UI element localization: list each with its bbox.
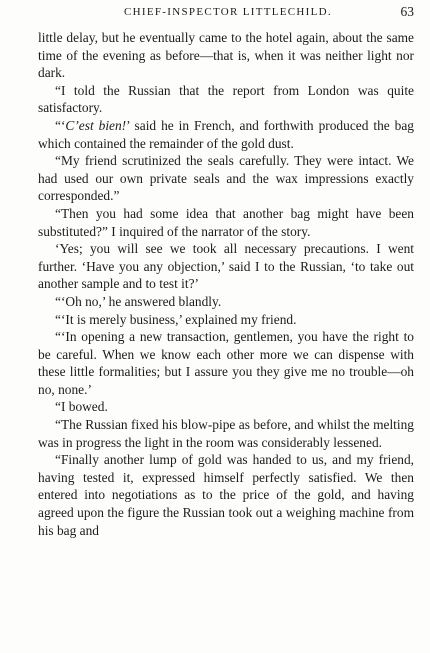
paragraph: “Finally another lump of gold was handed to us, and my friend, having tested it, expressed himself perfectly satisfied. We then entered into negotiations as to the price of the gold, and having agreed upon the figure the Russian took out a weighing machine from his bag and [38, 452, 414, 538]
paragraph: “‘Oh no,’ he answered blandly. [55, 293, 222, 309]
paragraph: “I bowed. [55, 399, 108, 415]
paragraph: “‘It is merely business,’ explained my friend. [55, 311, 297, 327]
body-text [38, 29, 414, 539]
paragraph-continuation: little delay, but he eventually came to the hotel again, about the same time of the evening as before—that is, when it was neither light nor dark. [38, 30, 414, 81]
paragraph: ‘Yes; you will see we took all necessary precautions. I went further. ‘Have you any objection,’ said I to the Russian, ‘to take out another sample and to test it?’ [38, 241, 414, 292]
italic-phrase: C’est bien! [65, 117, 127, 133]
paragraph: “I told the Russian that the report from London was quite satisfactory. [38, 82, 414, 116]
page-number: 63 [400, 4, 414, 19]
paragraph: “‘In opening a new transaction, gentlemen, you have the right to be careful. When we know each other more we can dispense with these little formalities; but I assure you they give me no trouble—oh no, none.’ [38, 329, 414, 397]
paragraph [38, 117, 414, 152]
paragraph-text: ’ said he in French, and forthwith produced the bag which contained the remainder of the gold dust. [38, 117, 414, 151]
running-title: CHIEF-INSPECTOR LITTLECHILD. [124, 6, 332, 18]
paragraph: “My friend scrutinized the seals carefully. They were intact. We had used our own private seals and the wax impressions exactly corresponded.” [38, 153, 414, 204]
paragraph: “The Russian fixed his blow-pipe as before, and whilst the melting was in progress the light in the room was considerably lessened. [38, 417, 414, 450]
paragraph-opening-quote: “‘ [55, 117, 66, 133]
running-head [42, 4, 414, 22]
paragraph: “Then you had some idea that another bag might have been substituted?” I inquired of the narrator of the story. [38, 205, 414, 239]
